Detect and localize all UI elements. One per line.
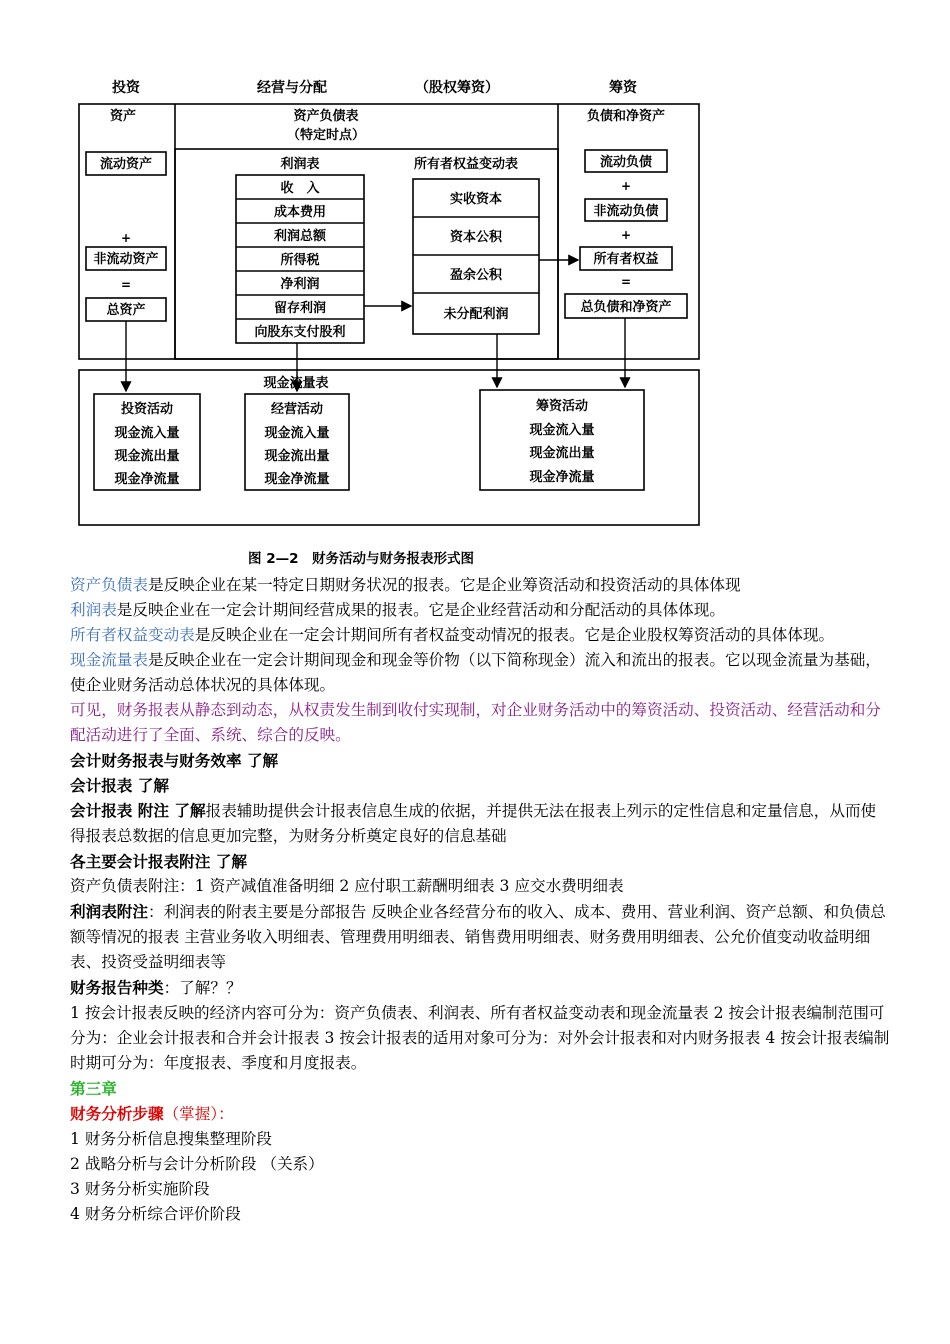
term-cash-flow: 现金流量表	[70, 651, 148, 669]
plus-sign: +	[620, 179, 632, 193]
paragraph: 1 按会计报表反映的经济内容可分为：资产负债表、利润表、所有者权益变动表和现金流量表 2 按会计报表编制范围可分为：企业会计报表和合并会计报表 3 按会计报表的适用对象可分为：对外会计报表和对内财务报表 4 按会计报表编制时期可分为：年度报表、季度和月度报表。	[70, 1004, 890, 1072]
income-row: 成本费用	[273, 205, 327, 220]
total-liabilities-equity: 总负债和净资产	[580, 300, 672, 315]
paragraph-text: 是反映企业在一定会计期间经营成果的报表。它是企业经营活动和分配活动的具体体现。	[116, 601, 725, 619]
term-income-statement: 利润表	[70, 601, 117, 619]
cash-row: 现金净流量	[264, 472, 330, 487]
cash-row: 现金流入量	[529, 423, 595, 438]
equity-row: 盈余公积	[449, 268, 503, 283]
cash-row: 现金净流量	[529, 470, 595, 485]
heading: 各主要会计报表附注 了解	[70, 852, 247, 871]
cash-row: 现金流出量	[264, 449, 330, 464]
chapter-title: 第三章	[70, 1079, 117, 1098]
equals-sign: =	[620, 275, 632, 289]
financial-statements-diagram	[70, 72, 710, 532]
header-equity-financing: （股权筹资）	[415, 80, 499, 96]
cash-row: 现金流入量	[114, 426, 180, 441]
paragraph	[70, 623, 890, 648]
noncurrent-assets: 非流动资产	[93, 252, 159, 267]
income-row: 利润总额	[273, 229, 327, 244]
term-equity-change: 所有者权益变动表	[70, 626, 195, 644]
assets-title: 资产	[110, 109, 137, 124]
paragraph-text: 是反映企业在某一特定日期财务状况的报表。它是企业筹资活动和投资活动的具体体现	[147, 576, 741, 594]
paragraph	[70, 798, 890, 849]
paragraph	[70, 598, 890, 623]
current-assets: 流动资产	[99, 157, 153, 172]
list-item: 1 财务分析信息搜集整理阶段	[70, 1130, 273, 1148]
income-row: 所得税	[280, 253, 320, 268]
header-invest: 投资	[112, 80, 140, 96]
equity-row: 资本公积	[449, 230, 503, 245]
income-row: 净利润	[280, 277, 320, 292]
cash-invest-title: 投资活动	[120, 402, 174, 417]
cash-finance-title: 筹资活动	[535, 399, 589, 414]
income-row: 留存利润	[273, 301, 327, 316]
list-item: 2 战略分析与会计分析阶段 （关系）	[70, 1155, 324, 1173]
balance-sheet-title: 资产负债表	[293, 109, 359, 124]
cash-row: 现金流出量	[529, 446, 595, 461]
paragraph	[70, 975, 890, 1001]
figure-caption: 图 2—2 财务活动与财务报表形式图	[248, 551, 474, 567]
paragraph-text: ：了解？？	[163, 979, 242, 997]
income-row: 向股东支付股利	[254, 325, 346, 340]
income-row: 收 入	[280, 181, 320, 196]
paragraph-lead: 利润表附注	[70, 902, 148, 921]
paragraph: 资产负债表附注：1 资产减值准备明细 2 应付职工薪酬明细表 3 应交水费明细表	[70, 877, 624, 895]
paragraph	[70, 899, 890, 975]
equity-row: 未分配利润	[443, 307, 509, 322]
term-balance-sheet: 资产负债表	[70, 576, 148, 594]
header-operate: 经营与分配	[257, 80, 327, 96]
income-statement-title: 利润表	[280, 157, 320, 172]
equity-change-title: 所有者权益变动表	[413, 157, 519, 172]
equity-row: 实收资本	[449, 192, 503, 207]
paragraph-text: 是反映企业在一定会计期间现金和现金等价物（以下简称现金）流入和流出的报表。它以现金流量为基础，使企业财务活动总体状况的具体体现。	[70, 651, 881, 694]
noncurrent-liabilities: 非流动负债	[593, 204, 659, 219]
cash-row: 现金流出量	[114, 449, 180, 464]
paragraph-text: ：利润表的附表主要是分部报告 反映企业各经营分布的收入、成本、费用、营业利润、资产总额、和负债总额等情况的报表 主营业务收入明细表、管理费用明细表、销售费用明细表、财务费用明细表、公允价值变动收益明细表、投资受益明细表等	[70, 903, 886, 971]
list-item: 4 财务分析综合评价阶段	[70, 1205, 241, 1223]
summary-paragraph: 可见，财务报表从静态到动态，从权责发生制到收付实现制，对企业财务活动中的筹资活动、投资活动、经营活动和分配活动进行了全面、系统、综合的反映。	[70, 701, 881, 744]
plus-sign: +	[120, 231, 132, 245]
steps-title-main: 财务分析步骤	[70, 1104, 164, 1123]
heading: 会计财务报表与财务效率 了解	[70, 751, 279, 770]
paragraph-text: 是反映企业在一定会计期间所有者权益变动情况的报表。它是企业股权筹资活动的具体体现。	[194, 626, 835, 644]
balance-sheet-subtitle: （特定时点）	[286, 128, 366, 143]
steps-title	[70, 1101, 890, 1127]
cash-row: 现金净流量	[114, 472, 180, 487]
header-finance: 筹资	[609, 80, 637, 96]
document-body	[70, 573, 890, 1227]
balance-sheet-frame	[79, 104, 699, 359]
cash-operate-title: 经营活动	[270, 402, 324, 417]
plus-sign: +	[620, 228, 632, 242]
paragraph-lead: 财务报告种类	[70, 978, 164, 997]
paragraph-lead: 会计报表 附注 了解	[70, 801, 206, 820]
paragraph-text: 报表辅助提供会计报表信息生成的依据，并提供无法在报表上列示的定性信息和定量信息，从而使得报表总数据的信息更加完整，为财务分析奠定良好的信息基础	[70, 802, 877, 845]
heading: 会计报表 了解	[70, 776, 169, 795]
current-liabilities: 流动负债	[599, 155, 653, 170]
list-item: 3 财务分析实施阶段	[70, 1180, 210, 1198]
cash-flow-title: 现金流量表	[263, 376, 329, 391]
liabilities-title: 负债和净资产	[586, 109, 666, 124]
paragraph	[70, 648, 890, 698]
equals-sign: =	[120, 278, 132, 292]
cash-row: 现金流入量	[264, 426, 330, 441]
total-assets: 总资产	[106, 303, 146, 318]
steps-title-note: （掌握）：	[163, 1105, 234, 1123]
paragraph	[70, 573, 890, 598]
owners-equity: 所有者权益	[593, 252, 659, 267]
